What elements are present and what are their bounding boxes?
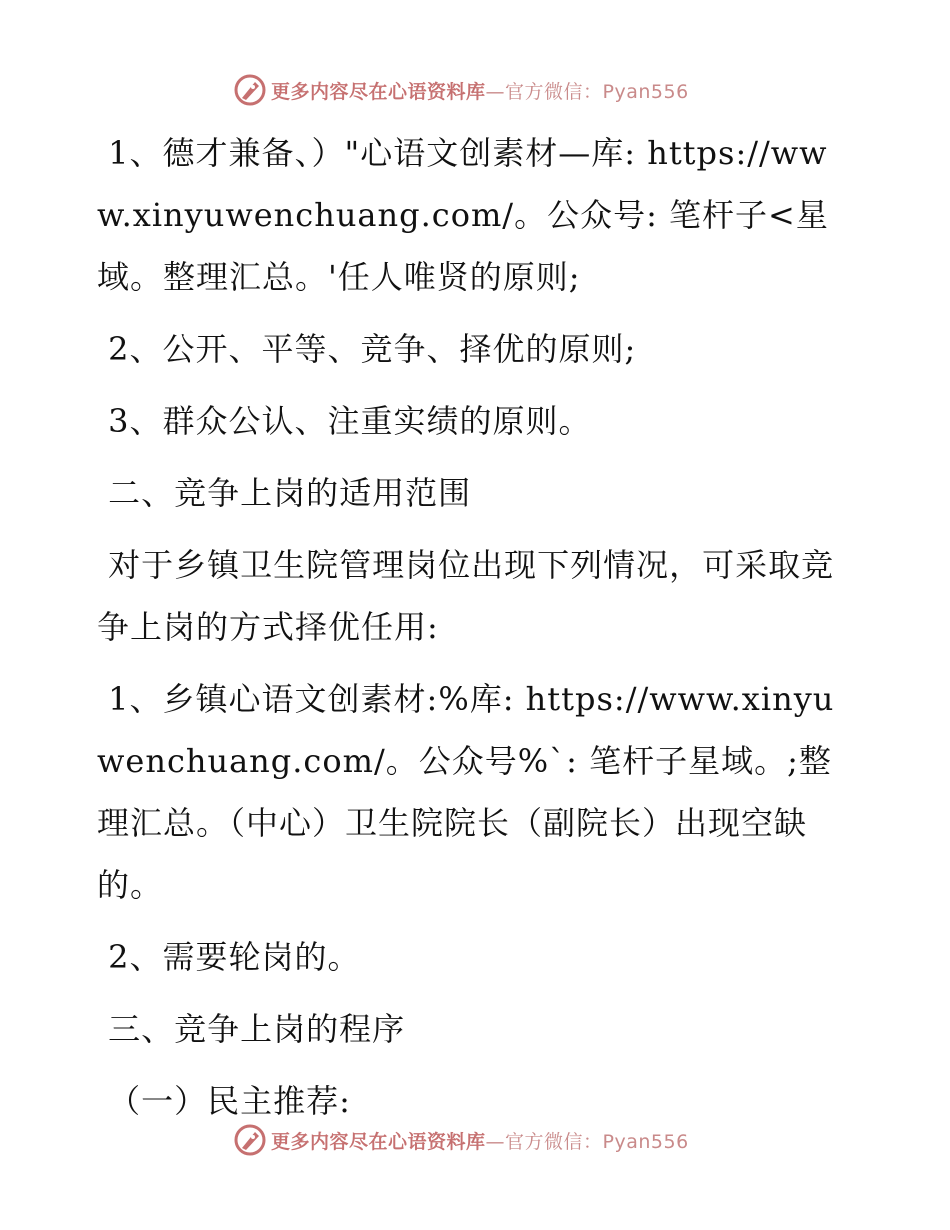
- section-heading-scope: 二、竞争上岗的适用范围: [97, 474, 472, 512]
- footer-watermark-text: 更多内容尽在心语资料库—官方微信：Pyan556: [271, 1130, 689, 1153]
- paragraph-scope-intro: 对于乡镇卫生院管理岗位出现下列情况，可采取竞争上岗的方式择优任用:: [97, 546, 835, 646]
- pen-nib-logo-icon: [233, 73, 267, 107]
- paragraph-principle-1: 1、德才兼备、）"心语文创素材—库: https://www.xinyuwenchuang.com/。公众号: 笔杆子<星域。整理汇总。'任人唯贤的原则;: [97, 134, 829, 296]
- section-heading-procedure: 三、竞争上岗的程序: [97, 1010, 406, 1048]
- paragraph-principle-3: 3、群众公认、注重实绩的原则。: [97, 402, 592, 440]
- paragraph-scope-1: 1、乡镇心语文创素材:%库: https://www.xinyuwenchuang.com/。公众号%`: 笔杆子星域。;整理汇总。（中心）卫生院院长（副院长）出现空缺的。: [97, 680, 835, 904]
- document-body: [97, 122, 837, 1142]
- paragraph-scope-2: 2、需要轮岗的。: [97, 938, 361, 976]
- paragraph-principle-2: 2、公开、平等、竞争、择优的原则;: [97, 330, 637, 368]
- header-watermark-text: 更多内容尽在心语资料库—官方微信：Pyan556: [271, 80, 689, 103]
- subheading-democratic-recommendation: （一）民主推荐:: [97, 1082, 351, 1120]
- footer-watermark: [233, 1122, 689, 1158]
- pen-nib-logo-icon: [233, 1123, 267, 1157]
- header-watermark: [233, 72, 689, 108]
